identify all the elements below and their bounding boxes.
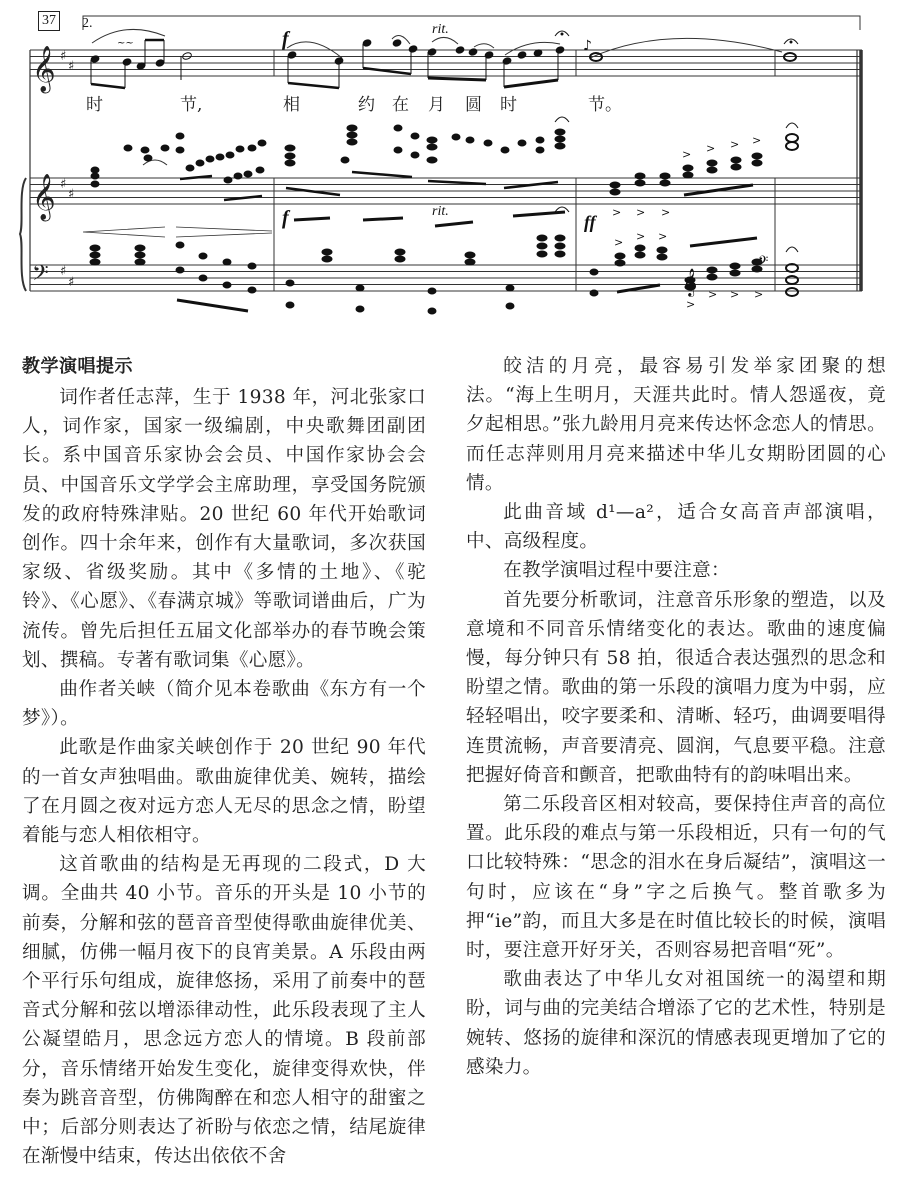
- treble-clef-icon: 𝄞: [32, 174, 56, 220]
- paragraph-composer-note: 曲作者关峡（简介见本卷歌曲《东方有一个梦》）。: [22, 679, 426, 730]
- paragraph-second-section-tips: 第二乐段音区相对较高，要保持住声音的高位置。此乐段的难点与第一乐段相近，只有一句的气口比较特殊：“思念的泪水在身后凝结”，演唱这一句时，应该在“身”字之后换气。整首歌多为押“ie”韵，而且大多是在时值比较长的时候，演唱时，要注意开好牙关，否则容易把音唱“死”。: [466, 794, 886, 962]
- svg-text:♯: ♯: [60, 264, 67, 279]
- lyric-syllable: 时: [500, 95, 517, 115]
- vocal-staff: [30, 50, 862, 76]
- paragraph-first-section-tips: 首先要分析歌词，注意音乐形象的塑造，以及意境和不同音乐情绪变化的表达。歌曲的速度偏慢，每分钟只有 58 拍，很适合表达强烈的思念和盼望之情。歌曲的第一乐段的演唱力度为中弱，应轻轻唱出，咬字要柔和、清晰、轻巧，曲调要唱得连贯流畅，声音要清亮、圆润，气息要平稳。注意把握好倚音和颤音，把歌曲特有的韵味唱出来。: [466, 589, 886, 786]
- lyric-syllable: 约: [358, 95, 375, 115]
- svg-text:𝄞: 𝄞: [683, 268, 698, 296]
- lyric-syllable: 月: [428, 95, 445, 115]
- right-text-column: [466, 352, 886, 1082]
- svg-text:>: >: [730, 138, 740, 151]
- paragraph-structure: 这首歌曲的结构是无再现的二段式，D 大调。全曲共 40 小节。音乐的开头是 10 小节的前奏，分解和弦的琶音音型使得歌曲旋律优美、细腻，仿佛一幅月夜下的良宵美景。A 乐段由两个平行乐句组成，旋律悠扬，采用了前奏中的琶音式分解和弦以增添律动性，此乐段表现了主人公凝望皓月，思念远方恋人的情境。B 段前部分，音乐情绪开始发生变化，旋律变得欢快，伴奏为跳音音型，仿佛陶醉在和恋人相守的甜蜜之中；后部分则表达了祈盼与依恋之情，结尾旋律在渐慢中结束，传达出依依不舍: [22, 854, 426, 1168]
- lyric-syllable: 圆: [465, 95, 482, 115]
- svg-text:♯: ♯: [60, 49, 67, 64]
- svg-text:>: >: [636, 206, 646, 219]
- ritardando-piano: rit.: [432, 204, 449, 219]
- paragraph-moon-imagery: 皎洁的月亮，最容易引发举家团聚的想法。“海上生明月，天涯共此时。情人怨遥夜，竟夕起相思。”张九龄用月亮来传达怀念恋人的情思。而任志萍则用月亮来描述中华儿女期盼团圆的心情。: [466, 356, 886, 494]
- paragraph-teaching-notes-intro: 在教学演唱过程中要注意：: [503, 560, 730, 582]
- svg-text:>: >: [752, 134, 762, 147]
- svg-text:>: >: [612, 206, 622, 219]
- svg-text:♯: ♯: [68, 59, 75, 74]
- svg-text:♯: ♯: [68, 187, 75, 202]
- lyric-syllable: 节,: [180, 95, 203, 115]
- svg-text:♯: ♯: [68, 275, 75, 290]
- section-heading: 教学演唱提示: [22, 356, 133, 377]
- bass-clef-icon: 𝄢: [32, 261, 49, 291]
- treble-clef-icon: 𝄞: [32, 46, 56, 92]
- paragraph-conclusion: 歌曲表达了中华儿女对祖国统一的渴望和期盼，词与曲的完美结合增添了它的艺术性，特别是婉转、悠扬的旋律和深沉的情感表现更增加了它的感染力。: [466, 969, 886, 1078]
- volta-label: 2.: [82, 16, 93, 31]
- svg-text:~~: ~~: [117, 38, 134, 49]
- svg-text:>: >: [636, 230, 646, 243]
- svg-text:>: >: [686, 298, 696, 311]
- svg-text:>: >: [658, 230, 668, 243]
- lyric-syllable: 时: [86, 95, 103, 115]
- left-text-column: [22, 352, 426, 1171]
- paragraph-lyricist-bio: 词作者任志萍，生于 1938 年，河北张家口人，词作家，国家一级编剧，中央歌舞团副团长。系中国音乐家协会会员、中国作家协会会员、中国音乐文学学会主席助理，享受国务院颁发的政府特殊津贴。20 世纪 60 年代开始歌词创作。四十余年来，创作有大量歌词，多次获国家级、省级奖励。其中《多情的土地》、《驼铃》、《心愿》、《春满京城》等歌词谱曲后，广为流传。曾先后担任五届文化部举办的春节晚会策划、撰稿。专著有歌词集《心愿》。: [22, 387, 426, 671]
- dynamic-forte-piano: f: [282, 207, 289, 229]
- dynamic-fortissimo-piano: ff: [584, 212, 596, 232]
- measure-number: 37: [38, 11, 60, 31]
- svg-text:>: >: [708, 288, 718, 301]
- dynamic-forte-vocal: f: [282, 28, 289, 50]
- paragraph-vocal-range: 此曲音域 d¹—a²，适合女高音声部演唱，中、高级程度。: [466, 502, 886, 553]
- svg-text:>: >: [706, 142, 716, 155]
- lyric-syllable: 相: [283, 95, 300, 115]
- lyric-syllable: 节。: [588, 95, 622, 115]
- svg-text:>: >: [682, 148, 692, 161]
- svg-text:>: >: [730, 288, 740, 301]
- svg-text:>: >: [754, 288, 764, 301]
- svg-text:>: >: [661, 206, 671, 219]
- music-score: [0, 0, 900, 330]
- paragraph-song-intro: 此歌是作曲家关峡创作于 20 世纪 90 年代的一首女声独唱曲。歌曲旋律优美、婉转，描绘了在月圆之夜对远方恋人无尽的思念之情，盼望着能与恋人相依相守。: [22, 737, 426, 847]
- ritardando-vocal: rit.: [432, 22, 449, 37]
- score-graphic: [0, 0, 900, 330]
- svg-text:♪: ♪: [583, 38, 592, 54]
- lyric-syllable: 在: [392, 95, 409, 115]
- svg-text:𝄢: 𝄢: [758, 253, 769, 272]
- svg-text:>: >: [614, 236, 624, 249]
- svg-text:♯: ♯: [60, 177, 67, 192]
